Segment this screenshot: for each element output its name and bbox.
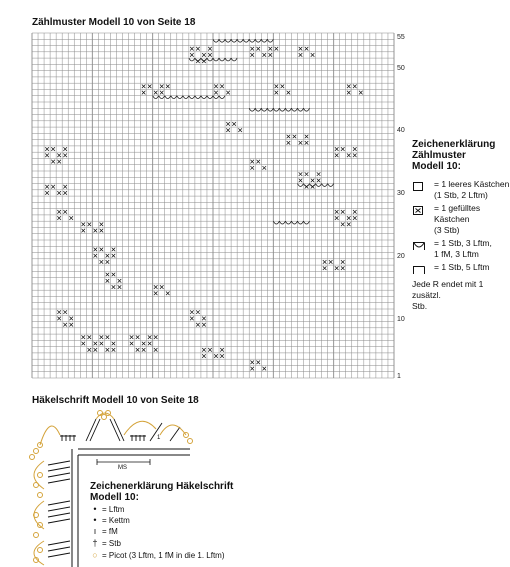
- filled-cell-mark: [166, 292, 170, 296]
- arch-cell-mark: [273, 221, 279, 224]
- filled-cell-mark: [335, 216, 339, 220]
- filled-cell-mark: [160, 85, 164, 89]
- filled-cell-mark: [45, 147, 49, 151]
- filled-cell-mark: [287, 141, 291, 145]
- filled-cell-mark: [94, 254, 98, 258]
- arch-cell-mark: [225, 58, 231, 61]
- slip-dot-icon: •: [93, 515, 97, 525]
- filled-cell-mark: [112, 285, 116, 289]
- chart-legend-title-3: Modell 10:: [412, 161, 461, 172]
- chart-legend-title-2: Zählmuster: [412, 150, 466, 161]
- row-label-55: 55: [397, 34, 405, 41]
- filled-cell-mark: [136, 335, 140, 339]
- filled-cell-mark: [51, 147, 55, 151]
- filled-cell-mark: [45, 191, 49, 195]
- filled-cell-mark: [347, 85, 351, 89]
- filled-cell-mark: [305, 141, 309, 145]
- filled-cell-mark: [281, 85, 285, 89]
- filled-cell-mark: [160, 285, 164, 289]
- filled-cell-mark: [305, 47, 309, 51]
- crochet-legend-item-picot: [88, 550, 233, 561]
- filled-cell-mark: [226, 128, 230, 132]
- filled-cell-mark: [353, 154, 357, 158]
- picot-icon: ○: [92, 550, 98, 560]
- arch-cell-mark: [304, 221, 310, 224]
- filled-cell-mark: [269, 53, 273, 57]
- filled-cell-mark: [196, 47, 200, 51]
- arch-cell-mark: [310, 184, 316, 187]
- crochet-legend-item-lftm: [88, 504, 233, 515]
- arch-cell-mark: [279, 108, 285, 111]
- grid-lines: [32, 33, 394, 378]
- crochet-legend: [90, 481, 233, 561]
- filled-cell-mark: [81, 223, 85, 227]
- filled-cell-mark: [106, 348, 110, 352]
- chart-legend-title-1: Zeichenerklärung: [412, 139, 496, 150]
- arch-cell-mark: [261, 108, 267, 111]
- filled-cell-mark: [287, 91, 291, 95]
- filled-cell-mark: [335, 210, 339, 214]
- filled-cell-mark: [341, 223, 345, 227]
- filled-cell-mark: [202, 348, 206, 352]
- filled-cell-mark: [226, 122, 230, 126]
- crochet-legend-item-stb: [88, 537, 233, 550]
- filled-cell-mark: [305, 135, 309, 139]
- filled-cell-mark: [57, 310, 61, 314]
- filled-cell-mark: [106, 254, 110, 258]
- crochet-legend-text-lftm: = Lftm: [102, 505, 125, 514]
- filled-cell-mark: [69, 323, 73, 327]
- filled-cell-mark: [347, 91, 351, 95]
- filled-cell-mark: [359, 91, 363, 95]
- filled-cell-mark: [154, 292, 158, 296]
- filled-cell-mark: [112, 254, 116, 258]
- filled-cell-mark: [190, 53, 194, 57]
- filled-cell-mark: [353, 147, 357, 151]
- filled-cell-mark: [57, 216, 61, 220]
- filled-cell-mark: [323, 260, 327, 264]
- filled-cell-mark: [196, 310, 200, 314]
- arch-cell-mark: [213, 58, 219, 61]
- arch-icon: [412, 238, 434, 249]
- row-label-30: 30: [397, 190, 405, 197]
- arch-cell-mark: [195, 58, 201, 61]
- arch-cell-mark: [165, 96, 171, 99]
- filled-cell-mark: [112, 248, 116, 252]
- filled-cell-mark: [214, 354, 218, 358]
- legend-item-arch: [412, 238, 510, 260]
- legend-bar-line-1: = 1 Stb, 5 Lftm: [434, 262, 490, 272]
- legend-filled-line-1: = 1 gefülltes Kästchen: [434, 203, 481, 224]
- filled-cell-mark: [142, 348, 146, 352]
- filled-cell-mark: [154, 335, 158, 339]
- arch-cell-mark: [159, 96, 165, 99]
- arch-cell-mark: [316, 184, 322, 187]
- filled-cell-mark: [100, 260, 104, 264]
- filled-cell-mark: [57, 154, 61, 158]
- empty-box-icon: [412, 179, 434, 190]
- filled-cell-mark: [335, 266, 339, 270]
- arch-cell-mark: [231, 39, 237, 42]
- filled-cell-mark: [202, 354, 206, 358]
- arch-cell-mark: [219, 39, 225, 42]
- arch-cell-mark: [171, 96, 177, 99]
- filled-cell-mark: [112, 348, 116, 352]
- arch-cell-mark: [201, 96, 207, 99]
- arch-cell-mark: [291, 221, 297, 224]
- filled-cell-mark: [220, 348, 224, 352]
- filled-cell-mark: [94, 229, 98, 233]
- arch-cell-mark: [219, 58, 225, 61]
- filled-cell-mark: [214, 91, 218, 95]
- filled-cell-mark: [136, 348, 140, 352]
- filled-cell-mark: [106, 279, 110, 283]
- filled-cell-mark: [57, 191, 61, 195]
- arch-cell-mark: [279, 221, 285, 224]
- filled-cell-mark: [106, 335, 110, 339]
- arch-cell-mark: [291, 108, 297, 111]
- filled-cell-mark: [250, 160, 254, 164]
- filled-cell-mark: [262, 367, 266, 371]
- filled-cell-mark: [293, 135, 297, 139]
- row-label-40: 40: [397, 127, 405, 134]
- legend-empty-line-1: = 1 leeres Kästchen: [434, 179, 510, 189]
- filled-cell-mark: [63, 323, 67, 327]
- arch-cell-mark: [249, 39, 255, 42]
- filled-cell-mark: [148, 85, 152, 89]
- filled-cell-mark: [250, 53, 254, 57]
- row-label-50: 50: [397, 65, 405, 72]
- filled-cell-mark: [208, 348, 212, 352]
- filled-cell-mark: [130, 342, 134, 346]
- filled-cell-mark: [287, 135, 291, 139]
- filled-cell-mark: [63, 154, 67, 158]
- arch-cell-mark: [189, 96, 195, 99]
- filled-cell-mark: [232, 122, 236, 126]
- chart-legend: [412, 139, 510, 312]
- filled-cell-mark: [214, 85, 218, 89]
- row-label-1: 1: [397, 373, 401, 380]
- filled-cell-mark: [100, 229, 104, 233]
- filled-cell-mark: [341, 260, 345, 264]
- filled-cell-mark: [51, 160, 55, 164]
- arch-cell-mark: [213, 39, 219, 42]
- single-crochet-icon: ı: [93, 526, 97, 536]
- filled-cell-mark: [311, 53, 315, 57]
- filled-cell-mark: [81, 342, 85, 346]
- arch-cell-mark: [225, 39, 231, 42]
- filled-cell-mark: [154, 348, 158, 352]
- filled-cell-mark: [250, 367, 254, 371]
- legend-note-line-1: Jede R endet mit 1 zusätzl.: [412, 279, 484, 300]
- filled-cell-mark: [57, 160, 61, 164]
- filled-cell-mark: [341, 210, 345, 214]
- arch-cell-mark: [255, 108, 261, 111]
- arch-cell-mark: [219, 96, 225, 99]
- crochet-legend-text-picot: = Picot (3 Lftm, 1 fM in die 1. Lftm): [102, 551, 225, 560]
- filled-cell-mark: [317, 172, 321, 176]
- double-crochet-icon: †: [92, 538, 98, 548]
- filled-cell-mark: [63, 147, 67, 151]
- filled-cell-mark: [335, 147, 339, 151]
- filled-cell-mark: [317, 179, 321, 183]
- filled-cell-mark: [220, 354, 224, 358]
- filled-cell-mark: [100, 342, 104, 346]
- filled-cell-mark: [208, 53, 212, 57]
- arch-cell-mark: [267, 108, 273, 111]
- filled-cell-mark: [323, 266, 327, 270]
- filled-cell-mark: [262, 166, 266, 170]
- arch-cell-mark: [249, 108, 255, 111]
- filled-cell-mark: [305, 172, 309, 176]
- filled-cell-mark: [329, 260, 333, 264]
- filled-cell-mark: [63, 310, 67, 314]
- legend-filled-line-2: (3 Stb): [434, 225, 460, 235]
- dot-icon: •: [93, 504, 97, 514]
- filled-cell-mark: [148, 342, 152, 346]
- filled-cell-mark: [57, 317, 61, 321]
- legend-empty-line-2: (1 Stb, 2 Lftm): [434, 190, 488, 200]
- filled-cell-mark: [154, 285, 158, 289]
- arch-cell-mark: [177, 96, 183, 99]
- arch-cell-mark: [153, 96, 159, 99]
- filled-cell-mark: [353, 85, 357, 89]
- filled-cell-mark: [256, 361, 260, 365]
- filled-cell-mark: [341, 147, 345, 151]
- filled-cell-mark: [88, 223, 92, 227]
- legend-item-bar: [412, 262, 510, 273]
- filled-cell-mark: [112, 342, 116, 346]
- filled-cell-mark: [63, 191, 67, 195]
- filled-cell-mark: [142, 91, 146, 95]
- filled-cell-mark: [160, 91, 164, 95]
- filled-cell-mark: [106, 273, 110, 277]
- filled-cell-mark: [275, 91, 279, 95]
- filled-cell-mark: [190, 310, 194, 314]
- filled-cell-mark: [256, 160, 260, 164]
- arch-cell-mark: [183, 96, 189, 99]
- filled-cell-mark: [100, 223, 104, 227]
- chart-title: Zählmuster Modell 10 von Seite 18: [32, 17, 196, 28]
- filled-cell-mark: [226, 91, 230, 95]
- filled-cell-mark: [275, 47, 279, 51]
- filled-cell-mark: [353, 216, 357, 220]
- filled-cell-mark: [190, 47, 194, 51]
- arch-cell-mark: [297, 221, 303, 224]
- filled-cell-mark: [347, 223, 351, 227]
- filled-cell-mark: [238, 128, 242, 132]
- filled-cell-mark: [63, 185, 67, 189]
- filled-cell-mark: [250, 47, 254, 51]
- arch-cell-mark: [267, 39, 273, 42]
- crochet-legend-text-fm: = fM: [102, 527, 118, 536]
- arch-cell-mark: [322, 184, 328, 187]
- filled-cell-mark: [269, 47, 273, 51]
- ms-label: MS: [118, 465, 127, 471]
- arch-cell-mark: [231, 58, 237, 61]
- arch-cell-mark: [237, 39, 243, 42]
- filled-cell-mark: [63, 210, 67, 214]
- filled-cell-mark: [69, 317, 73, 321]
- filled-cell-mark: [299, 179, 303, 183]
- filled-cell-mark: [353, 210, 357, 214]
- filled-cell-mark: [112, 273, 116, 277]
- filled-cell-mark: [148, 335, 152, 339]
- arch-cell-mark: [304, 108, 310, 111]
- filled-cell-mark: [57, 210, 61, 214]
- filled-cell-mark: [202, 323, 206, 327]
- arch-cell-mark: [255, 39, 261, 42]
- filled-cell-mark: [347, 216, 351, 220]
- filled-cell-mark: [262, 53, 266, 57]
- row-marker-1: 1: [157, 435, 161, 441]
- arch-cell-mark: [273, 108, 279, 111]
- filled-cell-mark: [106, 260, 110, 264]
- filled-cell-mark: [250, 361, 254, 365]
- filled-cell-mark: [45, 185, 49, 189]
- filled-cell-mark: [208, 47, 212, 51]
- filled-cell-mark: [142, 85, 146, 89]
- crochet-legend-text-kettm: = Kettm: [102, 516, 130, 525]
- filled-cell-mark: [51, 185, 55, 189]
- arch-cell-mark: [195, 96, 201, 99]
- filled-cell-mark: [100, 335, 104, 339]
- filled-cell-mark: [311, 179, 315, 183]
- legend-item-empty-box: [412, 179, 510, 201]
- row-label-10: 10: [397, 316, 405, 323]
- filled-cell-mark: [118, 285, 122, 289]
- arch-cell-mark: [243, 39, 249, 42]
- arch-cell-mark: [297, 108, 303, 111]
- filled-cell-mark: [299, 53, 303, 57]
- filled-cell-mark: [100, 248, 104, 252]
- filled-cell-mark: [94, 248, 98, 252]
- arch-cell-mark: [213, 96, 219, 99]
- filled-cell-mark: [166, 85, 170, 89]
- filled-cell-mark: [202, 317, 206, 321]
- arch-cell-mark: [285, 221, 291, 224]
- filled-cell-mark: [299, 47, 303, 51]
- filled-cell-mark: [196, 323, 200, 327]
- filled-cell-mark: [250, 166, 254, 170]
- filled-cell-mark: [88, 348, 92, 352]
- arch-cell-mark: [285, 108, 291, 111]
- arch-cell-mark: [304, 184, 310, 187]
- filled-cell-mark: [88, 335, 92, 339]
- crochet-title: Häkelschrift Modell 10 von Seite 18: [32, 395, 199, 406]
- arch-cell-mark: [261, 39, 267, 42]
- legend-note-line-2: Stb.: [412, 301, 428, 311]
- crochet-legend-text-stb: = Stb: [102, 539, 121, 548]
- filled-cell-mark: [45, 154, 49, 158]
- filled-cell-mark: [190, 317, 194, 321]
- filled-box-icon: [412, 203, 434, 214]
- row-label-20: 20: [397, 253, 405, 260]
- filled-cell-mark: [118, 279, 122, 283]
- arch-cell-mark: [201, 58, 207, 61]
- arch-cell-mark: [328, 184, 334, 187]
- filled-cell-mark: [81, 229, 85, 233]
- arch-cell-mark: [207, 96, 213, 99]
- crochet-legend-item-fm: [88, 526, 233, 537]
- filled-cell-mark: [299, 141, 303, 145]
- filled-cell-mark: [94, 342, 98, 346]
- filled-cell-mark: [299, 172, 303, 176]
- filled-cell-mark: [220, 85, 224, 89]
- filled-cell-mark: [335, 154, 339, 158]
- crochet-legend-title-1: Zeichenerklärung Häkelschrift: [90, 481, 234, 492]
- filled-cell-mark: [69, 216, 73, 220]
- legend-item-filled-box: [412, 203, 510, 236]
- bar-icon: [412, 262, 434, 273]
- filled-cell-mark: [94, 348, 98, 352]
- filled-cell-mark: [202, 53, 206, 57]
- filled-cell-mark: [341, 266, 345, 270]
- crochet-legend-title-2: Modell 10:: [90, 492, 139, 503]
- filled-cell-mark: [130, 335, 134, 339]
- filled-cell-mark: [275, 85, 279, 89]
- filled-cell-mark: [256, 47, 260, 51]
- filled-cell-mark: [81, 335, 85, 339]
- filled-cell-mark: [347, 154, 351, 158]
- filled-cell-mark: [154, 91, 158, 95]
- legend-arch-line-2: 1 fM, 3 Lftm: [434, 249, 479, 259]
- legend-arch-line-1: = 1 Stb, 3 Lftm,: [434, 238, 492, 248]
- crochet-legend-item-kettm: [88, 515, 233, 526]
- arch-cell-mark: [297, 184, 303, 187]
- filled-cell-mark: [142, 342, 146, 346]
- arch-cell-mark: [207, 58, 213, 61]
- arch-cell-mark: [189, 58, 195, 61]
